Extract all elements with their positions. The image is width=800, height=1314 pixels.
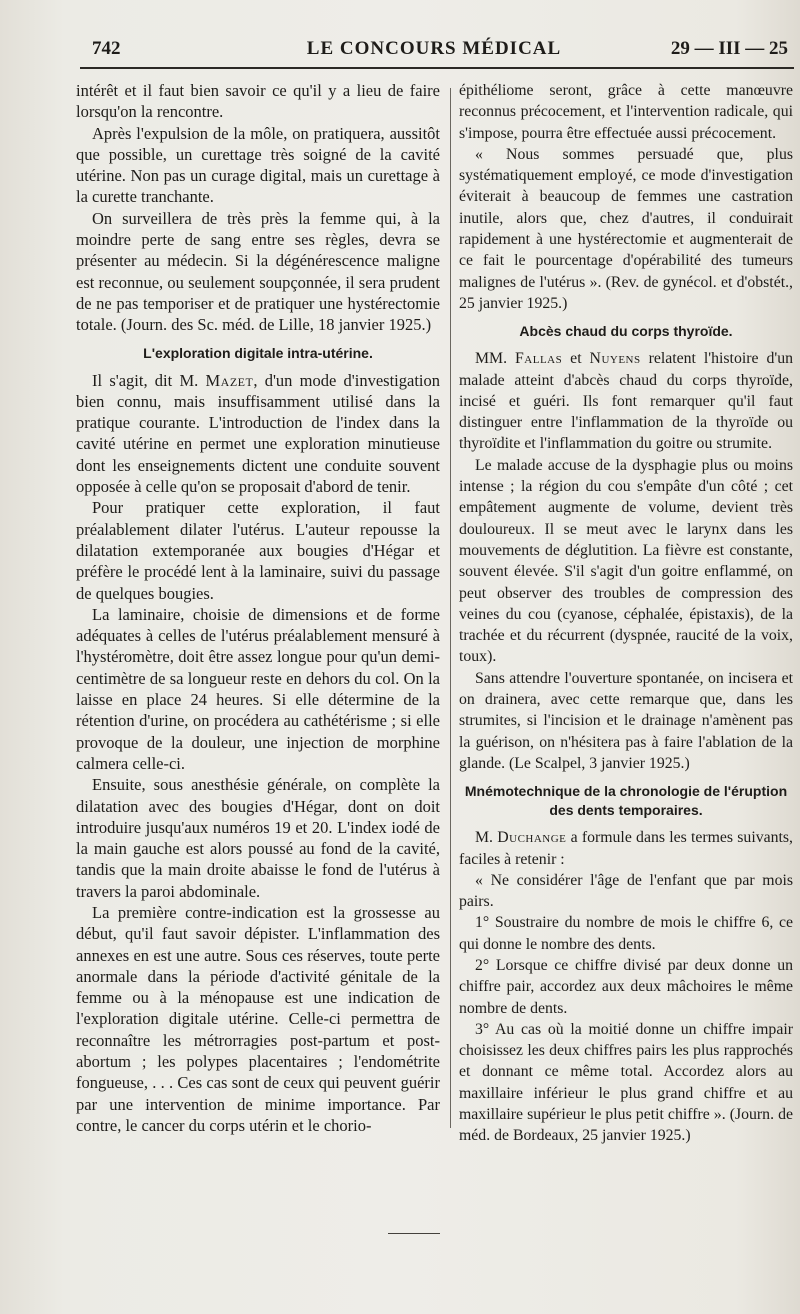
paragraph: MM. Fallas et Nuyens relatent l'histoire d'un malade atteint d'abcès chaud du corps thyroïde, incisé et guéri. Ils font remarquer qu'il faut distinguer entre l'inflammation de la thyroïde ou thyroïdite et l'inflammation du goitre ou strumite. xyxy=(459,350,793,453)
left-column xyxy=(76,80,440,1136)
paragraph: 2° Lorsque ce chiffre divisé par deux donne un chiffre pair, accordez aux deux mâchoires le même nombre de dents. xyxy=(459,956,793,1017)
paragraph: La première contre-indication est la grossesse au début, qu'il faut savoir dépister. L'inflammation des annexes en est une autre. Sous ces réserves, toute perte anormale dans la période d'activité génitale de la femme ou à la ménopause est une indication de l'exploration digitale utérine. Celle-ci permettra de reconnaître les métrorragies post-partum et post-abortum ; les polypes placentaires ; l'endométrite fongueuse, . . . Ces cas sont de ceux qui peuvent guérir par une intervention de minime importance. Par contre, le cancer du corps utérin et le chorio- xyxy=(76,902,440,1135)
section-heading: L'exploration digitale intra-utérine. xyxy=(143,344,373,361)
section-heading: Mnémotechnique de la chronologie de l'éruption des dents temporaires. xyxy=(464,783,788,819)
author-name: Mazet xyxy=(205,370,254,390)
section-heading: Abcès chaud du corps thyroïde. xyxy=(519,323,733,340)
author-name: Duchange xyxy=(497,829,567,847)
header-rule xyxy=(80,67,794,69)
paragraph: Ensuite, sous anesthésie générale, on complète la dilatation avec des bougies d'Hégar, dont on doit introduire jusqu'aux numéros 19 et 20. L'index iodé de la main gauche est alors poussé au fond de la cavité, tandis que la main droite abaisse le fond de l'utérus à travers la paroi abdominale. xyxy=(76,775,440,901)
page-header xyxy=(80,38,788,66)
paragraph: Il s'agit, dit M. Mazet, d'un mode d'investigation bien connu, mais insuffisamment utilisé dans la pratique courante. L'introduction de l'index dans la cavité utérine en permet une exploration minutieuse dont les enseignements dictent une conduite souvent opposée à celle qu'on se proposait d'abord de tenir. xyxy=(76,370,440,497)
paragraph: « Nous sommes persuadé que, plus systématiquement employé, ce mode d'investigation éviterait à beaucoup de femmes une castration inutile, alors que, chez d'autres, il conduirait rapidement à une hystérectomie et augmenterait de ce fait le pourcentage d'opérabilité des tumeurs malignes de l'utérus ». (Rev. de gynécol. et d'obstét., 25 janvier 1925.) xyxy=(459,145,793,312)
paragraph: Après l'expulsion de la môle, on pratiquera, aussitôt que possible, un curettage très soigné de la cavité utérine. Non pas un curage digital, mais un curettage à la curette tranchante. xyxy=(76,123,440,207)
paragraph: 1° Soustraire du nombre de mois le chiffre 6, ce qui donne le nombre des dents. xyxy=(459,914,793,953)
paragraph: Sans attendre l'ouverture spontanée, on incisera et on drainera, avec cette remarque que, dans les strumites, si l'incision et le drainage n'amènent pas la guérison, on n'hésitera pas à faire l'ablation de la glande. (Le Scalpel, 3 janvier 1925.) xyxy=(459,669,793,772)
column-divider xyxy=(450,88,451,1128)
paragraph: La laminaire, choisie de dimensions et de forme adéquates à celles de l'utérus préalablement mensuré à l'hystéromètre, doit être assez longue pour qu'un demi-centimètre de sa longueur reste en dehors du col. On la laisse en place 24 heures. Si elle détermine de la rétention d'urine, on procédera au cathétérisme ; si elle provoque de la douleur, une injection de morphine calmera celle-ci. xyxy=(76,604,440,773)
page-number: 742 xyxy=(92,38,121,59)
author-name: Fallas xyxy=(515,350,563,368)
paragraph: Pour pratiquer cette exploration, il faut préalablement dilater l'utérus. L'auteur repousse la dilatation extemporanée aux bougies d'Hégar et préfère le procédé lent à la laminaire, suivi du passage de quelques bougies. xyxy=(76,498,440,603)
paragraph: « Ne considérer l'âge de l'enfant que par mois pairs. xyxy=(459,871,793,911)
paragraph: épithéliome seront, grâce à cette manœuvre reconnus précocement, et l'intervention radicale, qui s'impose, pourra être effectuée aussi précocement. xyxy=(459,82,793,142)
issue-date: 29 — III — 25 xyxy=(670,38,788,59)
journal-title: LE CONCOURS MÉDICAL xyxy=(306,38,562,59)
right-column xyxy=(459,80,793,1147)
paragraph: Le malade accuse de la dysphagie plus ou moins intense ; la région du cou s'empâte d'un côté ; cet empâtement augmente de volume, devient très douloureux. Il se meut avec le larynx dans les mouvements de déglutition. La fièvre est constante, souvent élevée. S'il s'agit d'un goitre enflammé, on peut observer des troubles de compression des veines du cou (cyanose, céphalée, épistaxis), de la trachée et du récurrent (dyspnée, raucité de la voix, toux). xyxy=(459,456,793,666)
paragraph: intérêt et il faut bien savoir ce qu'il y a lieu de faire lorsqu'on la rencontre. xyxy=(76,81,440,122)
paragraph: M. Duchange a formule dans les termes suivants, faciles à retenir : xyxy=(459,829,793,868)
closing-rule xyxy=(388,1233,440,1234)
paragraph: On surveillera de très près la femme qui, à la moindre perte de sang entre ses règles, devra se présenter au médecin. Si la dégénérescence maligne est reconnue, ou seulement soupçonnée, il sera prudent de ne pas temporiser et de pratiquer une hystérectomie totale. (Journ. des Sc. méd. de Lille, 18 janvier 1925.) xyxy=(76,208,440,335)
paragraph: 3° Au cas où la moitié donne un chiffre impair choisissez les deux chiffres pairs les plus rapprochés et donnant ce même total. Accordez alors au maxillaire inférieur le plus grand chiffre et au maxillaire supérieur le plus petit chiffre ». (Journ. de méd. de Bordeaux, 25 janvier 1925.) xyxy=(459,1020,793,1145)
author-name: Nuyens xyxy=(589,350,641,368)
